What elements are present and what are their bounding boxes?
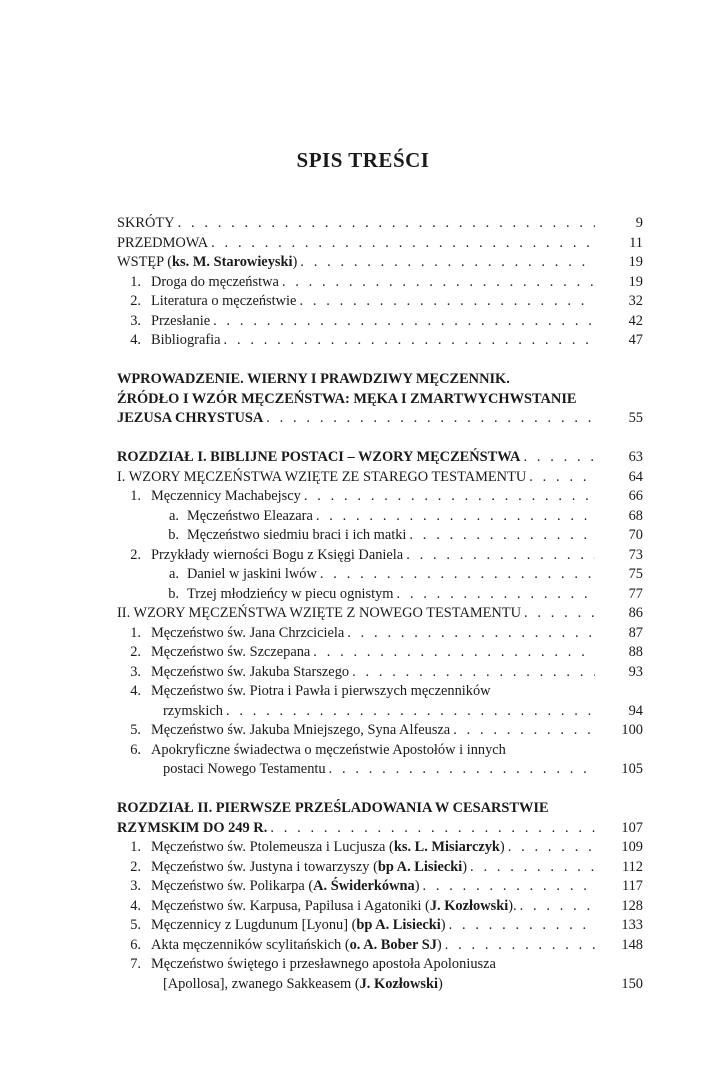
toc-entry-page-number: 64 (628, 468, 643, 485)
toc-entry-page-number: 88 (628, 644, 643, 660)
toc-entry-number: 6. (130, 936, 141, 953)
toc-entry-title (187, 507, 313, 527)
toc-entry-title (151, 487, 301, 507)
dot-leader (304, 487, 595, 507)
toc-entry-line (117, 331, 599, 351)
toc-entry (117, 370, 643, 390)
toc-entry-line (117, 975, 599, 995)
toc-entry-page-number: 117 (621, 878, 643, 894)
toc-entry-page-number: 47 (628, 332, 643, 348)
dot-leader (520, 897, 595, 917)
toc-entry-title (117, 975, 443, 995)
toc-entry-line (117, 897, 599, 917)
toc-entry-number: 7. (130, 956, 141, 972)
toc-entry (117, 273, 643, 293)
toc-entry-title (151, 877, 419, 897)
toc-entry-text: ) (499, 839, 505, 855)
toc-entry-line (117, 858, 599, 878)
toc-entry (117, 682, 643, 702)
toc-entry (117, 702, 643, 722)
toc-entry-line (117, 448, 599, 468)
toc-entry-line (117, 487, 599, 507)
toc-entry-author: ks. L. Misiarczyk (393, 839, 500, 855)
toc-entry-author: J. Kozłowski (429, 897, 509, 914)
toc-entry-author: A. Świderkówna (313, 878, 415, 894)
toc-entry-title (151, 838, 505, 858)
toc-entry-text: Męczeństwo św. Ptolemeusza i Lucjusza ( (151, 839, 394, 855)
toc-entry-number: 4. (130, 683, 141, 699)
toc-entry-line (117, 702, 599, 722)
toc-entry-number: 5. (130, 722, 141, 738)
toc-entry-text: [Apollosa], zwanego Sakkeasem ( (163, 975, 360, 992)
toc-entry-line (117, 838, 599, 858)
toc-entry-page-number: 107 (621, 819, 643, 836)
toc-entry-text: Męczeństwo św. Piotra i Pawła i pierwszych męczenników (151, 683, 491, 699)
toc-entry-text: Męczeństwo świętego i przesławnego apostoła Apoloniusza (151, 956, 496, 972)
dot-leader (213, 312, 595, 332)
toc-entry-page-number: 70 (628, 527, 643, 543)
toc-entry (117, 604, 643, 624)
toc-entry-text: Daniel w jaskini lwów (187, 566, 317, 582)
dot-leader (282, 273, 595, 293)
toc-entry-text: WSTĘP ( (117, 254, 173, 270)
dot-leader (211, 234, 595, 254)
toc-entry-line (117, 526, 599, 546)
toc-entry-line (117, 273, 599, 293)
toc-entry-page-number: 55 (628, 410, 643, 426)
toc-entry-author: bp A. Lisiecki (377, 858, 463, 875)
toc-entry-title (187, 585, 394, 605)
toc-entry (117, 877, 643, 897)
toc-entry-text: Literatura o męczeństwie (151, 293, 297, 309)
toc-entry-line (117, 643, 599, 663)
toc-entry-title (151, 331, 221, 351)
toc-entry-page-number: 112 (621, 858, 643, 875)
toc-entry-number: 1. (130, 839, 141, 855)
toc-entry-text: Przesłanie (151, 312, 211, 329)
toc-entry-text: Męczeństwo św. Jana Chrzciciela (151, 624, 345, 641)
toc-entry-title (151, 273, 279, 293)
toc-entry-title (151, 312, 210, 332)
toc-entry-page-number: 63 (628, 449, 643, 465)
toc-entry-text: Męczeństwo siedmiu braci i ich matki (187, 527, 407, 543)
toc-entry-number: 1. (130, 624, 141, 641)
toc-entry-line (117, 214, 599, 234)
toc-entry-number: b. (168, 527, 179, 543)
toc-entry-line (117, 604, 599, 624)
toc-entry-title (117, 468, 526, 488)
toc-entry-page-number: 94 (628, 702, 643, 719)
dot-leader (300, 253, 595, 273)
toc-entry-line (117, 936, 599, 956)
dot-leader (224, 331, 595, 351)
toc-entry-title (117, 409, 263, 429)
dot-leader (299, 292, 595, 312)
toc-entry (117, 897, 643, 917)
toc-entry-page-number: 68 (628, 507, 643, 524)
toc-entry-number: 2. (130, 293, 141, 309)
toc-entry-text: Akta męczenników scylitańskich ( (151, 936, 350, 953)
toc-entry-line (117, 741, 599, 761)
toc-entry-title (117, 448, 520, 468)
toc-entry-text: ) (440, 917, 446, 933)
dot-leader (523, 448, 595, 468)
toc-entry-page-number: 75 (628, 566, 643, 582)
dot-leader (508, 838, 595, 858)
toc-entry-text: Męczeństwo św. Jakuba Starszego (151, 663, 350, 680)
toc-entry-title (151, 916, 446, 936)
page-title: SPIS TREŚCI (296, 148, 430, 172)
dot-leader (524, 604, 595, 624)
toc-entry-title (151, 721, 450, 741)
toc-entry-title (187, 565, 317, 585)
dot-leader (329, 760, 595, 780)
toc-entry-number: 1. (130, 273, 141, 290)
toc-entry-line (117, 292, 599, 312)
toc-entry-title (117, 760, 326, 780)
toc-entry (117, 390, 643, 410)
table-of-contents (117, 214, 643, 994)
toc-entry-line (117, 663, 599, 683)
toc-entry (117, 624, 643, 644)
toc-entry-page-number: 109 (621, 839, 643, 855)
toc-entry-text: ) (414, 878, 420, 894)
toc-entry-page-number: 150 (621, 975, 643, 992)
toc-entry (117, 819, 643, 839)
toc-entry (117, 312, 643, 332)
toc-entry-line (117, 955, 599, 975)
toc-entry (117, 546, 643, 566)
toc-entry (117, 858, 643, 878)
toc-entry-line (117, 565, 599, 585)
toc-entry (117, 975, 643, 995)
toc-entry-page-number: 77 (628, 585, 643, 602)
toc-entry-text: Męczeństwo św. Polikarpa ( (151, 878, 314, 894)
toc-entry (117, 331, 643, 351)
toc-entry-author: J. Kozłowski (359, 975, 438, 992)
toc-entry (117, 253, 643, 273)
toc-entry-text: Apokryficzne świadectwa o męczeństwie Apostołów i innych (151, 741, 506, 758)
toc-entry-number: 3. (130, 312, 141, 329)
dot-leader (352, 663, 595, 683)
toc-entry (117, 916, 643, 936)
toc-entry-page-number: 42 (628, 312, 643, 329)
toc-entry-page-number: 133 (621, 917, 643, 933)
dot-leader (406, 546, 595, 566)
toc-entry-title (117, 234, 208, 254)
toc-entry-page-number: 66 (628, 488, 643, 504)
toc-entry-title (151, 955, 496, 975)
dot-leader (529, 468, 595, 488)
toc-entry-author: JEZUSA CHRYSTUSA (117, 410, 264, 426)
toc-entry-text: ) (436, 936, 442, 953)
toc-entry-line (117, 507, 599, 527)
toc-entry-line (117, 916, 599, 936)
toc-entry-title (151, 741, 506, 761)
toc-entry-title (151, 858, 467, 878)
toc-entry-number: 5. (130, 917, 141, 933)
toc-entry-text: Trzej młodzieńcy w piecu ognistym (187, 585, 394, 602)
toc-entry-text: ) (462, 858, 468, 875)
toc-entry-page-number: 148 (621, 936, 643, 953)
toc-entry-line (117, 390, 599, 410)
toc-entry-number: b. (168, 585, 179, 602)
dot-leader (313, 643, 595, 663)
toc-entry-line (117, 819, 599, 839)
toc-entry-title (151, 682, 491, 702)
toc-entry-title (151, 546, 403, 566)
toc-entry-line (117, 877, 599, 897)
toc-entry-line (117, 253, 599, 273)
toc-entry (117, 643, 643, 663)
toc-entry-title (117, 214, 175, 234)
toc-entry (117, 838, 643, 858)
toc-entry-number: 3. (130, 878, 141, 894)
toc-entry-text: rzymskich (163, 702, 223, 719)
toc-entry-line (117, 312, 599, 332)
toc-entry-text: ) (292, 254, 298, 270)
toc-entry-number: 2. (130, 858, 141, 875)
toc-entry-line (117, 682, 599, 702)
toc-entry-title (151, 936, 442, 956)
toc-entry-line (117, 760, 599, 780)
toc-entry (117, 799, 643, 819)
toc-entry-title (151, 897, 517, 917)
toc-entry (117, 526, 643, 546)
toc-entry-page-number: 9 (635, 215, 643, 231)
toc-entry-text: Męczennicy Machabejscy (151, 488, 301, 504)
dot-leader (449, 916, 595, 936)
toc-entry-number: a. (169, 566, 179, 582)
dot-leader (397, 585, 596, 605)
toc-entry-text: I. WZORY MĘCZEŃSTWA WZIĘTE ZE STAREGO TESTAMENTU (117, 468, 527, 485)
toc-entry-text: Męczeństwo św. Justyna i towarzyszy ( (151, 858, 378, 875)
toc-entry-text: Męczeństwo Eleazara (187, 507, 313, 524)
dot-leader (347, 624, 595, 644)
toc-entry-title (117, 799, 549, 819)
toc-entry-title (151, 624, 344, 644)
toc-entry-author: o. A. Bober SJ (349, 936, 437, 953)
toc-entry-page-number: 87 (628, 624, 643, 641)
toc-entry-line (117, 468, 599, 488)
toc-entry-title (117, 604, 521, 624)
dot-leader (409, 526, 595, 546)
toc-entry-text: ) (437, 975, 443, 992)
toc-entry-title (151, 663, 349, 683)
dot-leader (316, 507, 595, 527)
toc-entry-number: 6. (130, 741, 141, 758)
toc-entry-title (187, 526, 406, 546)
toc-entry-line (117, 409, 599, 429)
toc-entry-title (151, 292, 296, 312)
toc-entry-text: Męczeństwo św. Karpusa, Papilusa i Agatoniki ( (151, 897, 430, 914)
dot-leader (445, 936, 595, 956)
toc-entry-line (117, 624, 599, 644)
toc-entry-line (117, 234, 599, 254)
toc-entry-page-number: 93 (628, 663, 643, 680)
dot-leader (320, 565, 595, 585)
toc-entry-line (117, 799, 599, 819)
toc-entry-title (117, 819, 267, 839)
toc-entry-text: PRZEDMOWA (117, 234, 209, 251)
toc-entry (117, 292, 643, 312)
toc-entry-line (117, 546, 599, 566)
toc-entry-number: 1. (130, 488, 141, 504)
toc-entry-page-number: 32 (628, 293, 643, 309)
toc-entry-page-number: 86 (628, 605, 643, 621)
toc-entry (117, 663, 643, 683)
toc-entry-author: WPROWADZENIE. WIERNY I PRAWDZIWY MĘCZENNIK. (117, 371, 510, 387)
toc-entry-page-number: 100 (621, 722, 643, 738)
toc-entry-author: RZYMSKIM DO 249 R. (117, 819, 268, 836)
toc-entry-text: Męczennicy z Lugdunum [Lyonu] ( (151, 917, 357, 933)
toc-entry-page-number: 19 (628, 254, 643, 270)
toc-entry-text: Przykłady wierności Bogu z Księgi Daniela (151, 546, 404, 563)
toc-entry-author: ks. M. Starowieyski (172, 254, 293, 270)
toc-entry-text: postaci Nowego Testamentu (163, 761, 326, 777)
toc-entry-title (117, 370, 510, 390)
toc-entry-title (117, 390, 577, 410)
toc-entry-author: bp A. Lisiecki (356, 917, 441, 933)
dot-leader (226, 702, 595, 722)
toc-entry-line (117, 721, 599, 741)
toc-entry (117, 448, 643, 468)
toc-entry-line (117, 370, 599, 390)
toc-entry-author: ŹRÓDŁO I WZÓR MĘCZEŃSTWA: MĘKA I ZMARTWYCHWSTANIE (117, 390, 577, 407)
toc-entry-text: Bibliografia (151, 332, 221, 348)
toc-entry-page-number: 73 (628, 546, 643, 563)
toc-entry (117, 507, 643, 527)
toc-entry-line (117, 585, 599, 605)
dot-leader (470, 858, 595, 878)
toc-entry-author: ROZDZIAŁ I. BIBLIJNE POSTACI – WZORY MĘCZEŃSTWA (117, 449, 521, 465)
dot-leader (178, 214, 595, 234)
toc-entry-author: ROZDZIAŁ II. PIERWSZE PRZEŚLADOWANIA W CESARSTWIE (117, 800, 549, 816)
dot-leader (266, 409, 595, 429)
toc-entry-number: 4. (130, 332, 141, 348)
toc-entry-text: Męczeństwo św. Szczepana (151, 644, 311, 660)
toc-entry-title (117, 702, 223, 722)
toc-entry-text: ). (508, 897, 517, 914)
toc-entry (117, 936, 643, 956)
toc-entry-page-number: 11 (629, 234, 643, 251)
toc-entry (117, 955, 643, 975)
toc-entry-title (117, 253, 297, 273)
toc-entry (117, 234, 643, 254)
toc-entry-text: SKRÓTY (117, 215, 175, 231)
dot-leader (453, 721, 595, 741)
toc-entry-text: Męczeństwo św. Jakuba Mniejszego, Syna Alfeusza (151, 722, 451, 738)
toc-entry-page-number: 105 (621, 761, 643, 777)
toc-entry (117, 585, 643, 605)
toc-entry (117, 468, 643, 488)
toc-entry (117, 760, 643, 780)
toc-entry (117, 741, 643, 761)
toc-entry (117, 409, 643, 429)
toc-entry-number: 2. (130, 546, 141, 563)
toc-entry (117, 487, 643, 507)
dot-leader (422, 877, 595, 897)
toc-entry (117, 565, 643, 585)
toc-entry (117, 721, 643, 741)
toc-entry-text: II. WZORY MĘCZEŃSTWA WZIĘTE Z NOWEGO TESTAMENTU (117, 605, 521, 621)
toc-entry-page-number: 19 (628, 273, 643, 290)
toc-entry (117, 214, 643, 234)
toc-entry-number: 2. (130, 644, 141, 660)
toc-entry-page-number: 128 (621, 897, 643, 914)
toc-entry-number: 4. (130, 897, 141, 914)
toc-entry-number: a. (169, 507, 179, 524)
toc-entry-number: 3. (130, 663, 141, 680)
toc-entry-title (151, 643, 310, 663)
dot-leader (270, 819, 595, 839)
toc-entry-text: Droga do męczeństwa (151, 273, 279, 290)
